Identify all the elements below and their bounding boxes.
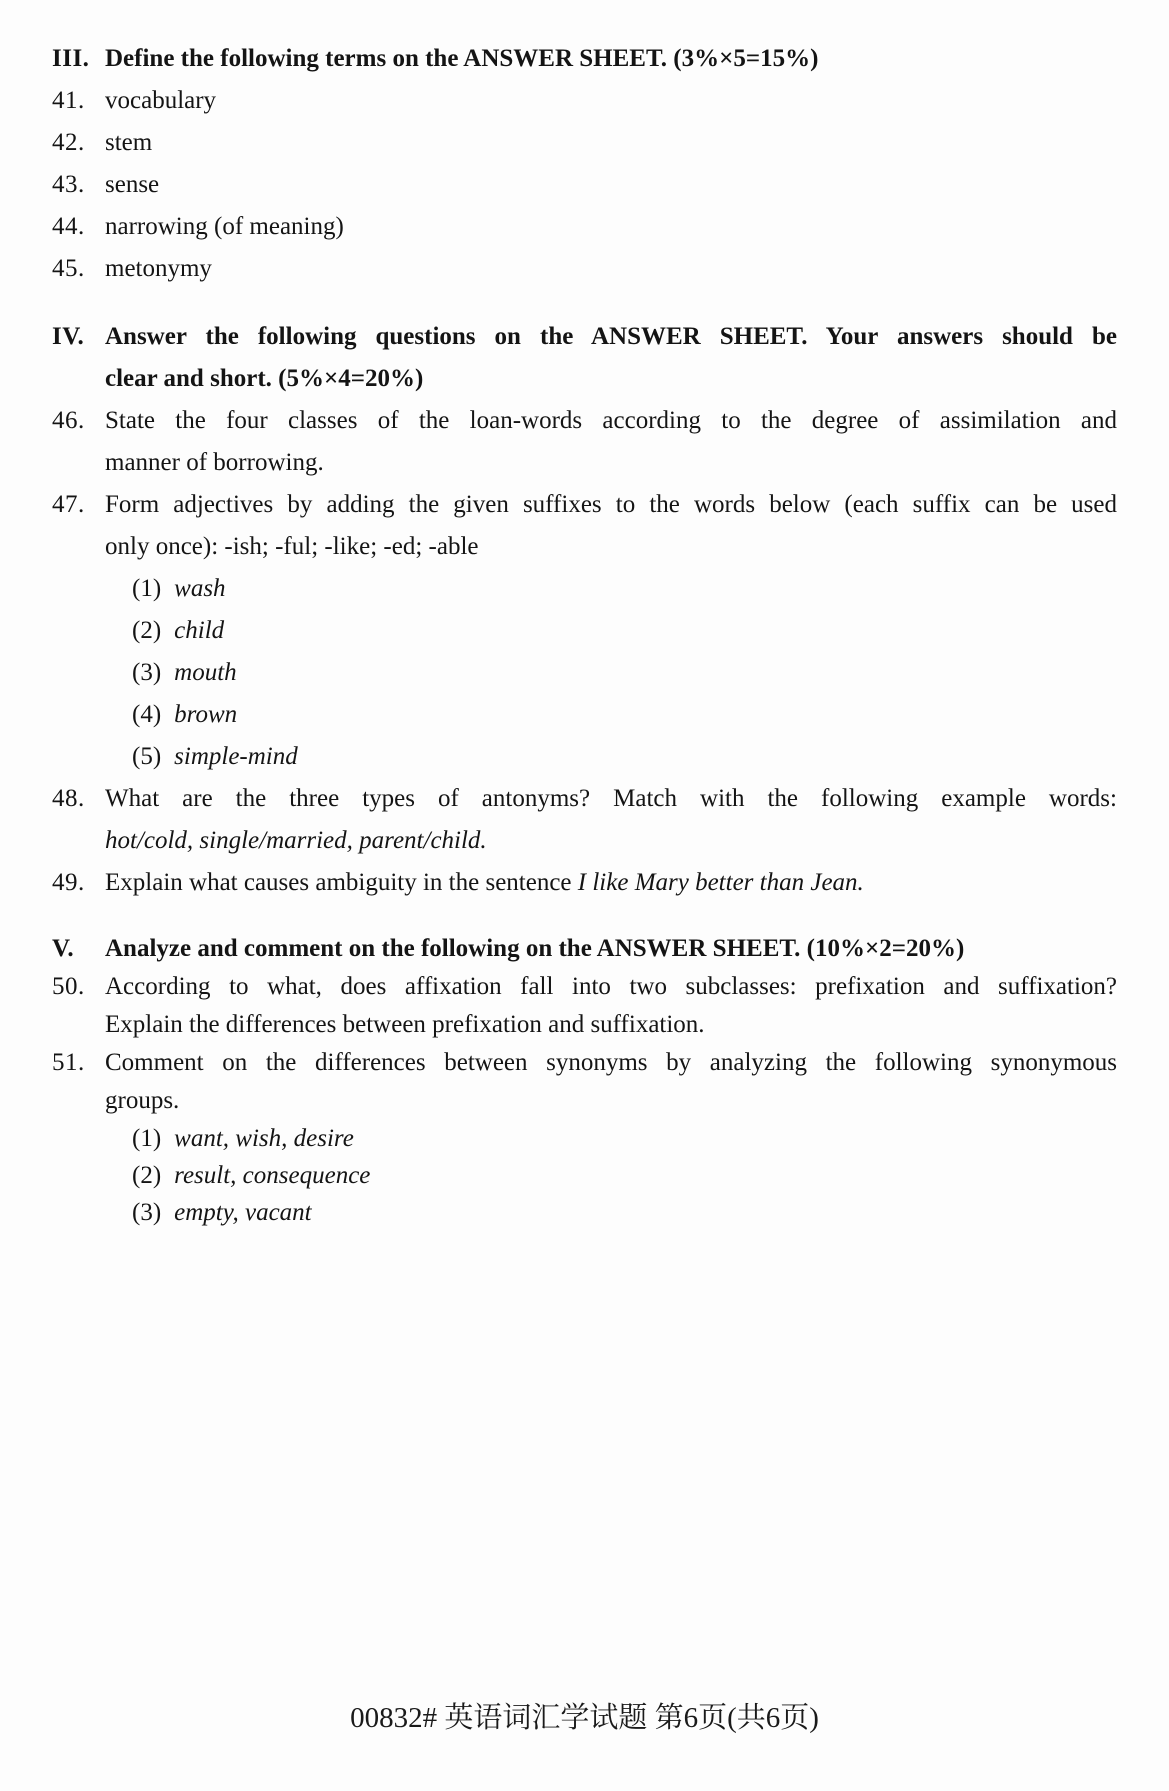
question-47-number: 47.: [52, 491, 85, 518]
section-v-heading-row: [52, 930, 1117, 968]
question-51-subitem-1-words: want, wish, desire: [174, 1125, 354, 1152]
question-48: [52, 778, 1117, 862]
question-41-text: vocabulary: [105, 87, 217, 114]
question-47-subitem-1-word: wash: [174, 575, 226, 602]
section-iv: [52, 316, 1117, 904]
section-iii-heading-row: [52, 38, 1117, 80]
question-48-number: 48.: [52, 785, 85, 812]
question-50: [52, 968, 1117, 1044]
question-47-subitem-5-word: simple-mind: [174, 743, 298, 770]
question-50-text-line-1: According to what, does affixation fall into two subclasses: prefixation and suffixation?: [105, 973, 1117, 1000]
question-51-subitem-3-words: empty, vacant: [174, 1199, 312, 1226]
section-iv-title-line-1: Answer the following questions on the ANSWER SHEET. Your answers should be: [105, 323, 1117, 350]
question-44: [52, 206, 1117, 248]
question-47-subitem-2-number: (2): [132, 617, 162, 644]
question-49-text: [105, 862, 1117, 904]
question-49-example-sentence: I like Mary better than Jean.: [577, 869, 864, 896]
question-51-subitem-3: [105, 1194, 1117, 1231]
question-51-subitem-1-number: (1): [132, 1125, 162, 1152]
question-49-stem: Explain what causes ambiguity in the sentence: [105, 869, 572, 896]
question-47-subitem-5: [105, 736, 1117, 778]
question-47-subitem-3: [105, 652, 1117, 694]
question-47: [52, 484, 1117, 778]
question-47-subitem-4-word: brown: [174, 701, 238, 728]
section-v-numeral: V.: [52, 935, 75, 962]
question-43: [52, 164, 1117, 206]
question-46-number: 46.: [52, 407, 85, 434]
question-49: [52, 862, 1117, 904]
question-51-subitem-2: [105, 1157, 1117, 1194]
section-iv-numeral: IV.: [52, 323, 85, 350]
question-47-subitem-4: [105, 694, 1117, 736]
question-47-text-line-2: only once): -ish; -ful; -like; -ed; -able: [105, 533, 479, 560]
question-51-subitem-2-number: (2): [132, 1162, 162, 1189]
section-iv-heading-row: [52, 316, 1117, 400]
question-41: [52, 80, 1117, 122]
question-45: [52, 248, 1117, 290]
question-43-text: sense: [105, 171, 160, 198]
question-46-text-line-1: State the four classes of the loan-words according to the degree of assimilation and: [105, 407, 1117, 434]
question-48-text-line-1: What are the three types of antonyms? Match with the following example words:: [105, 785, 1117, 812]
question-47-subitem-2: [105, 610, 1117, 652]
question-51-subitem-3-number: (3): [132, 1199, 162, 1226]
question-45-number: 45.: [52, 255, 85, 282]
question-51: [52, 1044, 1117, 1231]
question-47-subitem-1: [105, 568, 1117, 610]
question-48-example-words: hot/cold, single/married, parent/child.: [105, 827, 487, 854]
question-51-subitem-1: [105, 1120, 1117, 1157]
section-v: [52, 930, 1117, 1231]
section-iv-title-line-2: clear and short. (5%×4=20%): [105, 365, 424, 392]
question-47-subitem-5-number: (5): [132, 743, 162, 770]
question-51-subitem-2-words: result, consequence: [174, 1162, 371, 1189]
page-footer: [0, 1698, 1169, 1738]
question-51-text-line-1: Comment on the differences between synonyms by analyzing the following synonymous: [105, 1049, 1117, 1076]
question-47-subitem-3-word: mouth: [174, 659, 237, 686]
question-47-subitem-3-number: (3): [132, 659, 162, 686]
question-41-number: 41.: [52, 87, 85, 114]
question-50-text-line-2: Explain the differences between prefixation and suffixation.: [105, 1011, 705, 1038]
question-42-text: stem: [105, 129, 153, 156]
question-44-text: narrowing (of meaning): [105, 213, 344, 240]
section-iii-numeral: III.: [52, 45, 90, 72]
question-44-number: 44.: [52, 213, 85, 240]
question-47-subitem-2-word: child: [174, 617, 225, 644]
question-46-text-line-2: manner of borrowing.: [105, 449, 324, 476]
question-47-subitem-4-number: (4): [132, 701, 162, 728]
question-47-subitem-1-number: (1): [132, 575, 162, 602]
question-42: [52, 122, 1117, 164]
question-47-text-line-1: Form adjectives by adding the given suffixes to the words below (each suffix can be used: [105, 491, 1117, 518]
section-v-title: Analyze and comment on the following on the ANSWER SHEET. (10%×2=20%): [105, 935, 965, 962]
question-50-number: 50.: [52, 973, 85, 1000]
question-43-number: 43.: [52, 171, 85, 198]
question-51-number: 51.: [52, 1049, 85, 1076]
section-iii: [52, 38, 1117, 290]
question-42-number: 42.: [52, 129, 85, 156]
question-46: [52, 400, 1117, 484]
footer-text: 00832# 英语词汇学试题 第6页(共6页): [350, 1702, 819, 1734]
question-51-text-line-2: groups.: [105, 1087, 180, 1114]
question-49-number: 49.: [52, 869, 85, 896]
question-45-text: metonymy: [105, 255, 212, 282]
section-iii-title: Define the following terms on the ANSWER SHEET. (3%×5=15%): [105, 45, 819, 72]
